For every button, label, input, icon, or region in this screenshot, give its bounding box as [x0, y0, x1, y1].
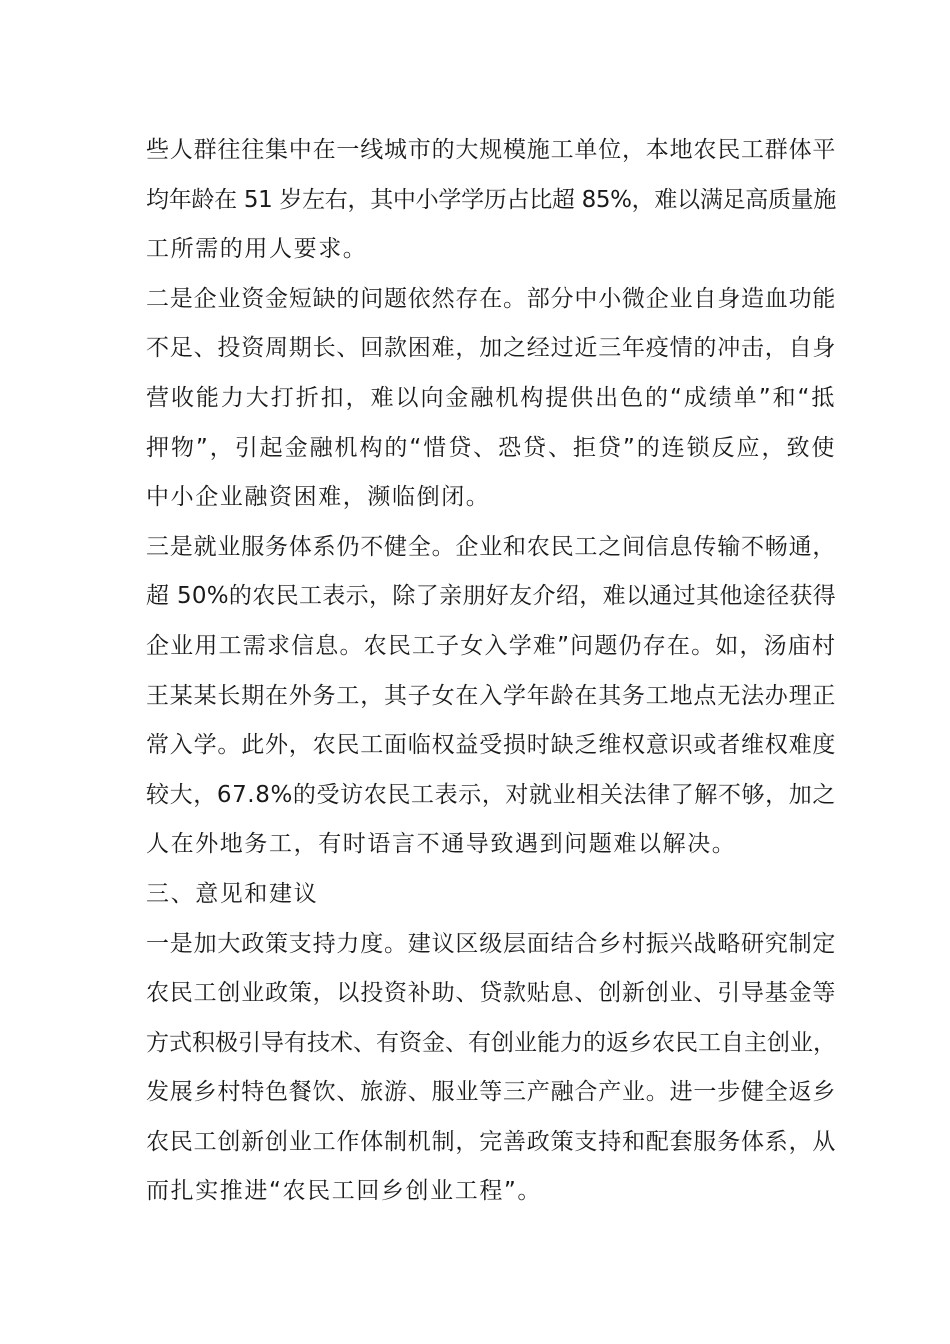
text-line: 二是企业资金短缺的问题依然存在。部分中小微企业自身造血功能 [146, 285, 837, 312]
body-text [146, 126, 836, 1217]
text-line: 常入学。此外，农民工面临权益受损时缺乏维权意识或者维权难度 [146, 732, 837, 759]
section-heading: 三、意见和建议 [146, 880, 319, 907]
text-line: 超 50%的农民工表示，除了亲朋好友介绍，难以通过其他途径获得 [146, 583, 836, 610]
text-line: 人在外地务工，有时语言不通导致遇到问题难以解决。 [146, 831, 737, 858]
text-line: 些人群往往集中在一线城市的大规模施工单位，本地农民工群体平 [146, 137, 837, 163]
text-line: 较大，67.8%的受访农民工表示，对就业相关法律了解不够，加之 [146, 781, 836, 808]
text-line: 而扎实推进“农民工回乡创业工程”。 [146, 1178, 543, 1205]
text-line: 工所需的用人要求。 [146, 236, 368, 263]
text-line: 三是就业服务体系仍不健全。企业和农民工之间信息传输不畅通， [146, 533, 837, 560]
text-line: 营收能力大打折扣，难以向金融机构提供出色的“成绩单”和“抵 [146, 384, 836, 411]
text-line: 中小企业融资困难，濒临倒闭。 [146, 484, 491, 511]
text-line: 方式积极引导有技术、有资金、有创业能力的返乡农民工自主创业， [146, 1029, 836, 1056]
text-line: 发展乡村特色餐饮、旅游、服业等三产融合产业。进一步健全返乡 [146, 1079, 837, 1106]
text-line: 押物”，引起金融机构的“惜贷、恐贷、拒贷”的连锁反应，致使 [146, 434, 836, 461]
text-line: 一是加大政策支持力度。建议区级层面结合乡村振兴战略研究制定 [146, 930, 837, 957]
text-line: 均年龄在 51 岁左右，其中小学学历占比超 85%，难以满足高质量施 [146, 186, 836, 213]
text-line: 不足、投资周期长、回款困难，加之经过近三年疫情的冲击，自身 [146, 335, 837, 362]
text-line: 王某某长期在外务工，其子女在入学年龄在其务工地点无法办理正 [146, 682, 837, 709]
text-line: 农民工创新创业工作体制机制，完善政策支持和配套服务体系，从 [146, 1128, 837, 1155]
text-line: 企业用工需求信息。农民工子女入学难”问题仍存在。如，汤庙村 [146, 632, 836, 659]
text-line: 农民工创业政策，以投资补助、贷款贴息、创新创业、引导基金等 [146, 980, 837, 1007]
